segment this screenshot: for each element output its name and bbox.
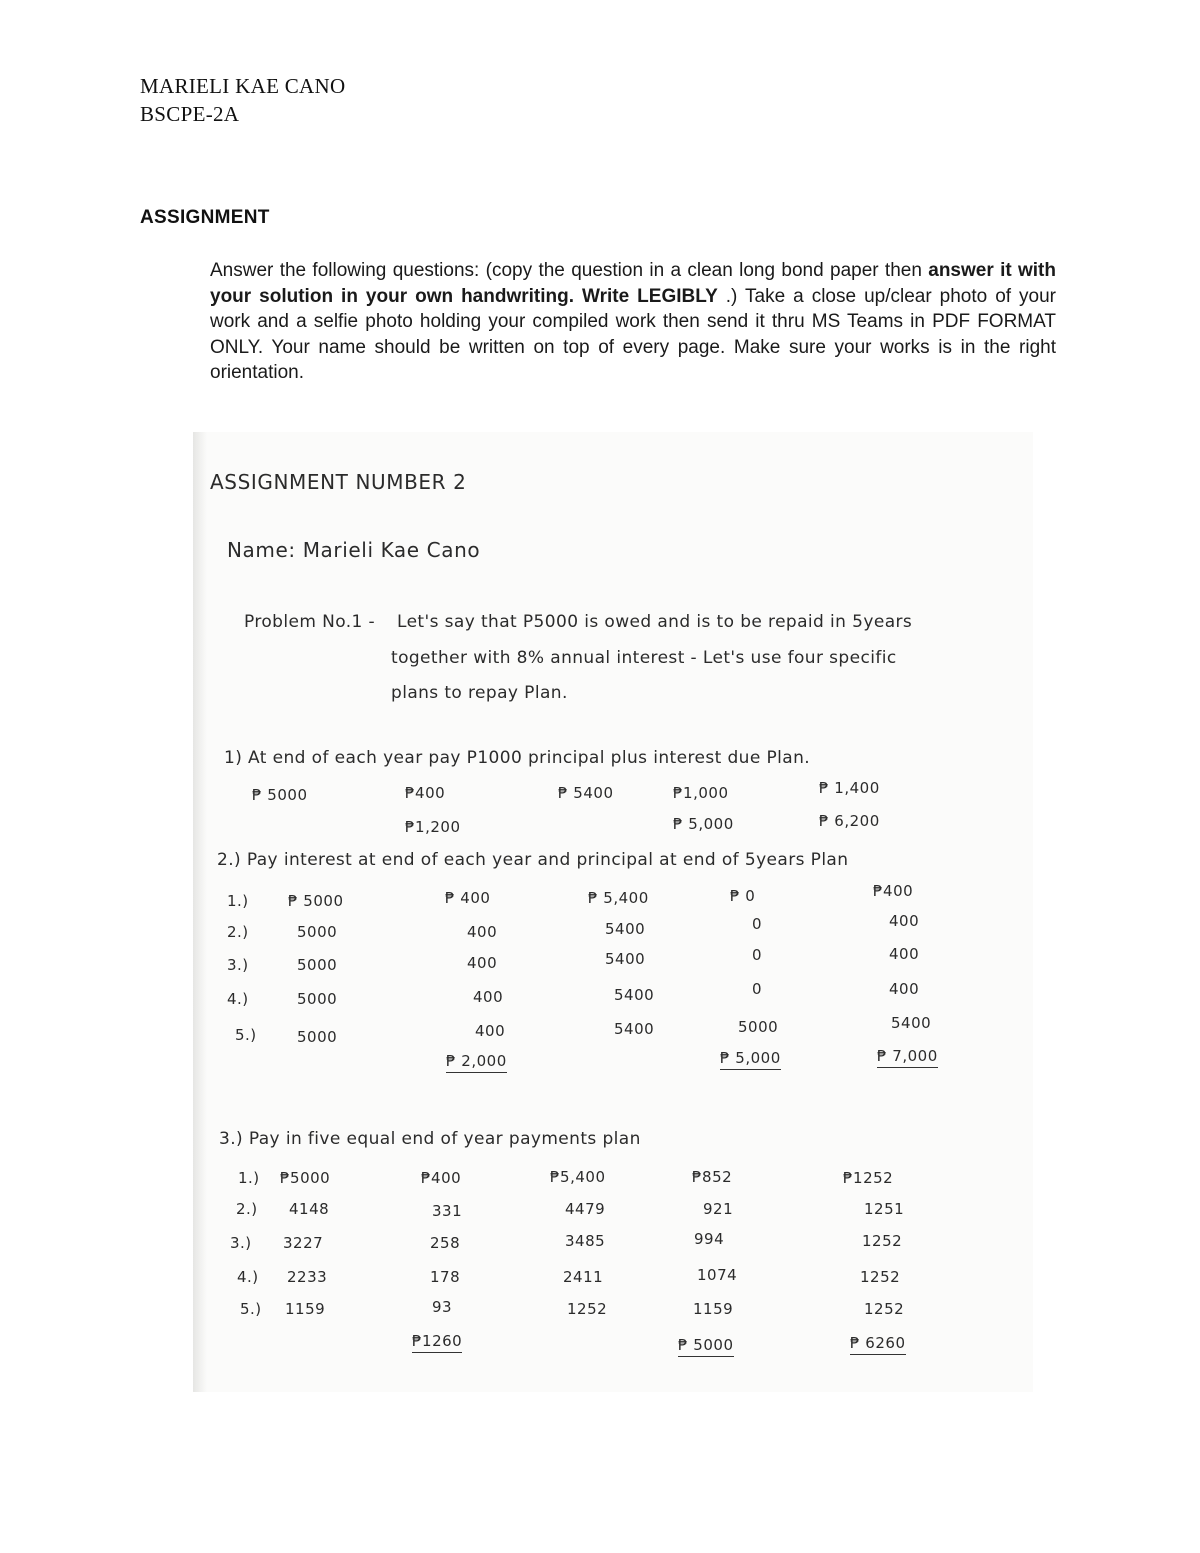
hw-cell: 5.)	[235, 1026, 257, 1044]
hw-cell: ₱ 5,400	[588, 889, 649, 907]
hw-cell: 5400	[891, 1014, 932, 1032]
hw-cell: 2233	[287, 1268, 328, 1286]
hw-cell: 0	[752, 980, 763, 998]
hw-cell: ₱ 5,000	[673, 815, 734, 833]
hw-plan3-heading: 3.) Pay in five equal end of year payments plan	[219, 1129, 641, 1149]
hw-cell: ₱ 5000	[288, 892, 344, 910]
hw-total: ₱ 5000	[678, 1336, 734, 1357]
assignment-heading: ASSIGNMENT	[140, 207, 270, 228]
hw-cell: 400	[475, 1022, 506, 1040]
handwritten-work-photo	[193, 432, 1033, 1392]
hw-cell: ₱ 1,400	[819, 779, 880, 797]
hw-cell: 1252	[860, 1268, 901, 1286]
hw-cell: ₱400	[405, 784, 446, 802]
hw-cell: 178	[430, 1268, 461, 1286]
hw-cell: 1159	[693, 1300, 734, 1318]
instructions-text-1: Answer the following questions: (copy the question in a clean long bond paper then	[210, 260, 929, 281]
hw-cell: ₱ 6,200	[819, 812, 880, 830]
hw-cell: 5400	[605, 920, 646, 938]
hw-cell: 93	[432, 1298, 453, 1316]
hw-cell: ₱852	[692, 1168, 733, 1186]
hw-plan2-heading: 2.) Pay interest at end of each year and principal at end of 5years Plan	[217, 850, 849, 870]
hw-cell: ₱1,000	[673, 784, 729, 802]
hw-cell: 5400	[605, 950, 646, 968]
photo-shadow-edge	[193, 432, 207, 1392]
hw-cell: ₱5,400	[550, 1168, 606, 1186]
hw-title: ASSIGNMENT NUMBER 2	[210, 470, 467, 494]
hw-cell: ₱1,200	[405, 818, 461, 836]
instructions-paragraph	[210, 258, 1056, 386]
instructions-text-2: .) Take a close up/clear photo of your work and a selfie photo holding your compiled work then send it thru MS Teams in PDF FORMAT ONLY. Your name should be written on top of every page. Make sure your works is in the right orientation.	[210, 285, 1057, 383]
student-name: MARIELI KAE CANO	[140, 74, 346, 98]
hw-cell: ₱ 5000	[252, 786, 308, 804]
hw-cell: 3485	[565, 1232, 606, 1250]
hw-problem-line: plans to repay Plan.	[391, 683, 568, 703]
hw-problem-label: Problem No.1 -	[244, 612, 376, 632]
student-section: BSCPE-2A	[140, 102, 240, 126]
hw-cell: 4479	[565, 1200, 606, 1218]
hw-cell: 994	[694, 1230, 725, 1248]
hw-cell: 1.)	[227, 892, 249, 910]
hw-cell: 4148	[289, 1200, 330, 1218]
hw-total: ₱ 7,000	[877, 1047, 938, 1068]
hw-cell: ₱400	[421, 1169, 462, 1187]
hw-cell: 5000	[297, 956, 338, 974]
hw-cell: 258	[430, 1234, 461, 1252]
hw-cell: 331	[432, 1202, 463, 1220]
hw-cell: 2.)	[227, 923, 249, 941]
hw-total: ₱ 2,000	[446, 1052, 507, 1073]
hw-cell: 1252	[862, 1232, 903, 1250]
hw-cell: 3.)	[230, 1234, 252, 1252]
hw-cell: ₱ 5400	[558, 784, 614, 802]
hw-cell: 1251	[864, 1200, 905, 1218]
hw-cell: 0	[752, 946, 763, 964]
hw-cell: 1074	[697, 1266, 738, 1284]
hw-cell: 1.)	[238, 1169, 260, 1187]
hw-cell: 5400	[614, 986, 655, 1004]
hw-cell: 3227	[283, 1234, 324, 1252]
instructions-bold: answer it with your solution in your own handwriting. Write LEGIBLY	[210, 260, 1056, 307]
hw-cell: ₱ 400	[445, 889, 491, 907]
hw-cell: 5000	[297, 990, 338, 1008]
hw-cell: 4.)	[237, 1268, 259, 1286]
hw-cell: 400	[467, 923, 498, 941]
hw-cell: 1252	[864, 1300, 905, 1318]
hw-cell: 5000	[738, 1018, 779, 1036]
hw-total: ₱ 5,000	[720, 1049, 781, 1070]
hw-cell: 5000	[297, 1028, 338, 1046]
hw-cell: ₱ 0	[730, 887, 756, 905]
hw-cell: 400	[473, 988, 504, 1006]
hw-cell: 400	[889, 912, 920, 930]
hw-plan1-heading: 1) At end of each year pay P1000 principal plus interest due Plan.	[224, 748, 811, 768]
hw-cell: 5400	[614, 1020, 655, 1038]
hw-total: ₱ 6260	[850, 1334, 906, 1355]
hw-cell: 2.)	[236, 1200, 258, 1218]
hw-name-line: Name: Marieli Kae Cano	[227, 538, 481, 562]
hw-cell: 1159	[285, 1300, 326, 1318]
hw-cell: ₱400	[873, 882, 914, 900]
hw-cell: 0	[752, 915, 763, 933]
hw-cell: 2411	[563, 1268, 604, 1286]
hw-cell: 400	[889, 945, 920, 963]
hw-cell: ₱1252	[843, 1169, 894, 1187]
hw-cell: 5000	[297, 923, 338, 941]
hw-cell: 1252	[567, 1300, 608, 1318]
hw-cell: 921	[703, 1200, 734, 1218]
hw-cell: 3.)	[227, 956, 249, 974]
hw-total: ₱1260	[412, 1332, 462, 1353]
hw-cell: ₱5000	[280, 1169, 331, 1187]
hw-cell: 400	[467, 954, 498, 972]
hw-problem-line: Let's say that P5000 is owed and is to be repaid in 5years	[397, 612, 913, 632]
hw-cell: 400	[889, 980, 920, 998]
hw-problem-line: together with 8% annual interest - Let's use four specific	[391, 648, 897, 668]
hw-cell: 4.)	[227, 990, 249, 1008]
hw-cell: 5.)	[240, 1300, 262, 1318]
